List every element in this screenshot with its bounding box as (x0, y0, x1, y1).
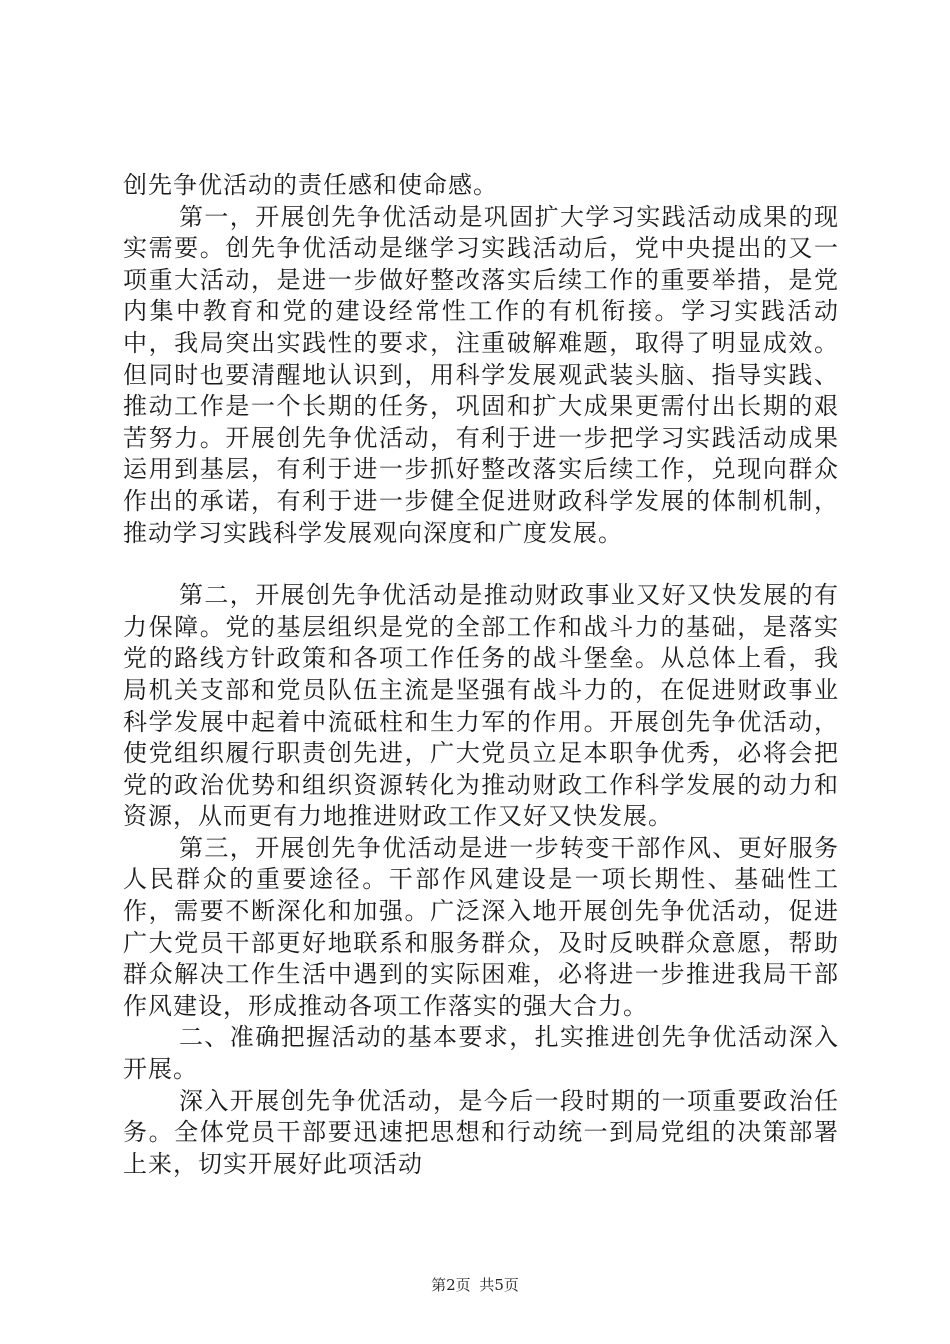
paragraph-first-point: 第一，开展创先争优活动是巩固扩大学习实践活动成果的现实需要。创先争优活动是继学习实践活动后，党中央提出的又一项重大活动，是进一步做好整改落实后续工作的重要举措，是党内集中教育和党的建设经常性工作的有机衔接。学习实践活动中，我局突出实践性的要求，注重破解难题，取得了明显成效。但同时也要清醒地认识到，用科学发展观武装头脑、指导实践、推动工作是一个长期的任务，巩固和扩大成果更需付出长期的艰苦努力。开展创先争优活动，有利于进一步把学习实践活动成果运用到基层，有利于进一步抓好整改落实后续工作，兑现向群众作出的承诺，有利于进一步健全促进财政科学发展的体制机制，推动学习实践科学发展观向深度和广度发展。 (123, 202, 839, 547)
page-footer (0, 1275, 950, 1295)
document-body (123, 170, 839, 1180)
section-heading-two: 二、准确把握活动的基本要求，扎实推进创先争优活动深入开展。 (123, 1023, 839, 1084)
page-total: 共5页 (479, 1276, 519, 1294)
paragraph-continuation: 创先争优活动的责任感和使命感。 (123, 171, 498, 199)
page-number: 第2页 (431, 1276, 471, 1294)
paragraph-section-two-intro: 深入开展创先争优活动，是今后一段时期的一项重要政治任务。全体党员干部要迅速把思想和行动统一到局党组的决策部署上来，切实开展好此项活动 (123, 1086, 839, 1178)
paragraph-second-point: 第二，开展创先争优活动是推动财政事业又好又快发展的有力保障。党的基层组织是党的全部工作和战斗力的基础，是落实党的路线方针政策和各项工作任务的战斗堡垒。从总体上看，我局机关支部和党员队伍主流是坚强有战斗力的，在促进财政事业科学发展中起着中流砥柱和生力军的作用。开展创先争优活动，使党组织履行职责创先进，广大党员立足本职争优秀，必将会把党的政治优势和组织资源转化为推动财政工作科学发展的动力和资源，从而更有力地推进财政工作又好又快发展。 (123, 581, 839, 831)
paragraph-third-point: 第三，开展创先争优活动是进一步转变干部作风、更好服务人民群众的重要途径。干部作风建设是一项长期性、基础性工作，需要不断深化和加强。广泛深入地开展创先争优活动，促进广大党员干部更好地联系和服务群众，及时反映群众意愿，帮助群众解决工作生活中遇到的实际困难，必将进一步推进我局干部作风建设，形成推动各项工作落实的强大合力。 (123, 833, 839, 1020)
